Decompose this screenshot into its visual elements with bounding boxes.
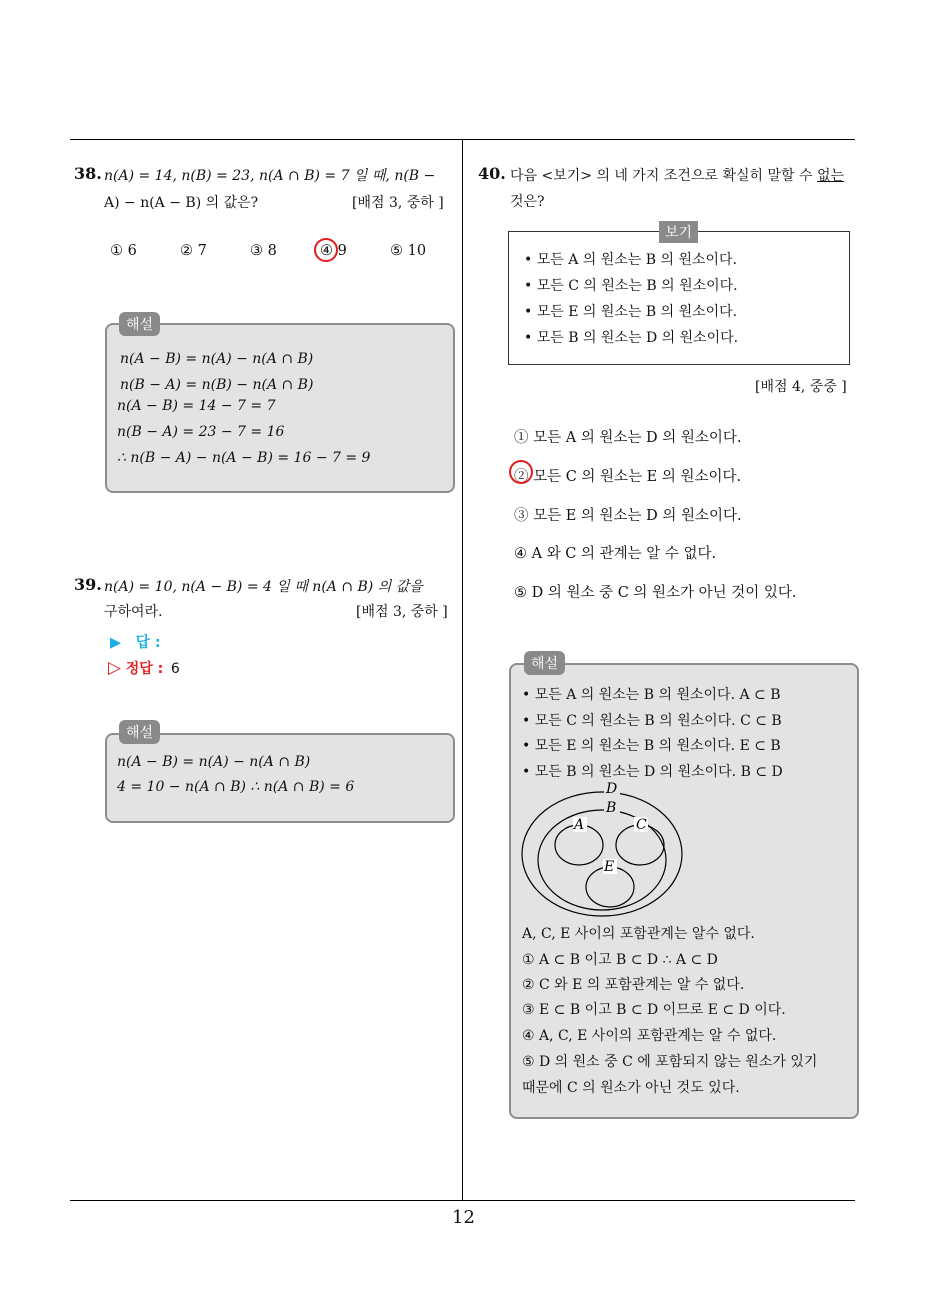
- q39-line1: n(A) = 10, n(A − B) = 4 일 때 n(A ∩ B) 의 값을: [104, 579, 423, 595]
- q40-answer-circle: [509, 460, 533, 484]
- page-number: 12: [452, 1207, 475, 1228]
- q40-line1-text: 다음 <보기> 의 네 가지 조건으로 확실히 말할 수: [510, 168, 813, 184]
- q40-sol-after-1: A, C, E 사이의 포함관계는 알수 없다.: [522, 926, 755, 942]
- q40-sol-after-7: 때문에 C 의 원소가 아닌 것도 있다.: [522, 1080, 740, 1096]
- q40-line1-underlined: 없는: [816, 168, 845, 184]
- q40-line1: [510, 165, 844, 185]
- q40-choice-5[interactable]: ⑤ D 의 원소 중 C 의 원소가 아닌 것이 있다.: [514, 585, 797, 601]
- q40-sol-after-3: ② C 와 E 의 포함관계는 알 수 없다.: [522, 977, 745, 993]
- venn-label-A: A: [574, 817, 585, 833]
- q40-line2: 것은?: [510, 194, 545, 210]
- answer-arrow-icon: ▶: [110, 635, 122, 651]
- q39-correct-label: 정답 :: [125, 661, 164, 677]
- q40-venn-diagram: [518, 778, 688, 918]
- q40-bogi-item-4: • 모든 B 의 원소는 D 의 원소이다.: [524, 330, 739, 346]
- q40-sol-item-4: • 모든 B 의 원소는 D 의 원소이다. B ⊂ D: [522, 764, 783, 780]
- q38-sol-line-3: n(A − B) = 14 − 7 = 7: [117, 398, 276, 414]
- q39-number: 39.: [74, 575, 102, 594]
- q40-solution-tag: 해설: [524, 651, 565, 675]
- q39-line2: 구하여라.: [104, 604, 163, 620]
- q40-score: [배점 4, 중중 ]: [755, 379, 847, 395]
- q39-score: [배점 3, 중하 ]: [356, 604, 448, 620]
- q38-solution-tag: 해설: [119, 312, 160, 336]
- q39-solution-box: [105, 733, 455, 823]
- q38-choice-2[interactable]: ② 7: [180, 243, 207, 259]
- q38-sol-line-1: n(A − B) = n(A) − n(A ∩ B): [120, 351, 314, 367]
- venn-label-E: E: [604, 859, 615, 875]
- bottom-rule: [70, 1200, 855, 1201]
- q40-choice-4[interactable]: ④ A 와 C 의 관계는 알 수 없다.: [514, 546, 717, 562]
- q40-bogi-item-3: • 모든 E 의 원소는 B 의 원소이다.: [524, 304, 738, 320]
- q38-choice-3[interactable]: ③ 8: [250, 243, 277, 259]
- q39-solution-tag: 해설: [119, 720, 160, 744]
- q38-sol-line-2: n(B − A) = n(B) − n(A ∩ B): [120, 377, 314, 393]
- q40-choice-1[interactable]: ① 모든 A 의 원소는 D 의 원소이다.: [514, 430, 742, 446]
- q40-bogi-tag: 보기: [659, 221, 698, 243]
- q39-answer-label: 답 :: [135, 635, 161, 651]
- q40-sol-after-5: ④ A, C, E 사이의 포함관계는 알 수 없다.: [522, 1028, 777, 1044]
- q38-choice-5[interactable]: ⑤ 10: [390, 243, 427, 259]
- q40-choice-3[interactable]: ③ 모든 E 의 원소는 D 의 원소이다.: [514, 508, 742, 524]
- q40-number: 40.: [478, 164, 506, 183]
- q39-sol-line-2: 4 = 10 − n(A ∩ B) ∴ n(A ∩ B) = 6: [117, 779, 355, 795]
- q38-choice-4[interactable]: ④ 9: [320, 243, 347, 259]
- q39-correct-row: [108, 658, 180, 678]
- q40-bogi-item-2: • 모든 C 의 원소는 B 의 원소이다.: [524, 278, 738, 294]
- q40-sol-item-3: • 모든 E 의 원소는 B 의 원소이다. E ⊂ B: [522, 738, 781, 754]
- venn-label-B: B: [606, 800, 617, 816]
- q39-answer-row: [110, 631, 161, 652]
- q40-sol-after-6: ⑤ D 의 원소 중 C 에 포함되지 않는 원소가 있기: [522, 1054, 818, 1070]
- q40-choice-2[interactable]: ② 모든 C 의 원소는 E 의 원소이다.: [514, 469, 742, 485]
- q38-choice-1[interactable]: ① 6: [110, 243, 137, 259]
- correct-triangle-icon: ▷: [108, 658, 122, 678]
- q38-line1: n(A) = 14, n(B) = 23, n(A ∩ B) = 7 일 때, n(B −: [104, 168, 436, 184]
- q40-sol-after-2: ① A ⊂ B 이고 B ⊂ D ∴ A ⊂ D: [522, 952, 718, 968]
- q40-sol-item-1: • 모든 A 의 원소는 B 의 원소이다. A ⊂ B: [522, 687, 781, 703]
- q40-bogi-item-1: • 모든 A 의 원소는 B 의 원소이다.: [524, 252, 738, 268]
- venn-label-C: C: [636, 817, 647, 833]
- q39-sol-line-1: n(A − B) = n(A) − n(A ∩ B): [117, 754, 311, 770]
- q38-score: [배점 3, 중하 ]: [352, 195, 444, 211]
- q38-sol-line-5: ∴ n(B − A) − n(A − B) = 16 − 7 = 9: [117, 450, 371, 466]
- q38-number: 38.: [74, 164, 102, 183]
- q38-line2: A) − n(A − B) 의 값은?: [104, 195, 259, 211]
- q40-sol-item-2: • 모든 C 의 원소는 B 의 원소이다. C ⊂ B: [522, 713, 782, 729]
- column-divider: [462, 139, 463, 1201]
- q38-answer-circle: [314, 238, 338, 262]
- q40-sol-after-4: ③ E ⊂ B 이고 B ⊂ D 이므로 E ⊂ D 이다.: [522, 1002, 786, 1018]
- q38-sol-line-4: n(B − A) = 23 − 7 = 16: [117, 424, 285, 440]
- q39-correct-value: 6: [170, 661, 180, 677]
- venn-label-D: D: [606, 781, 618, 797]
